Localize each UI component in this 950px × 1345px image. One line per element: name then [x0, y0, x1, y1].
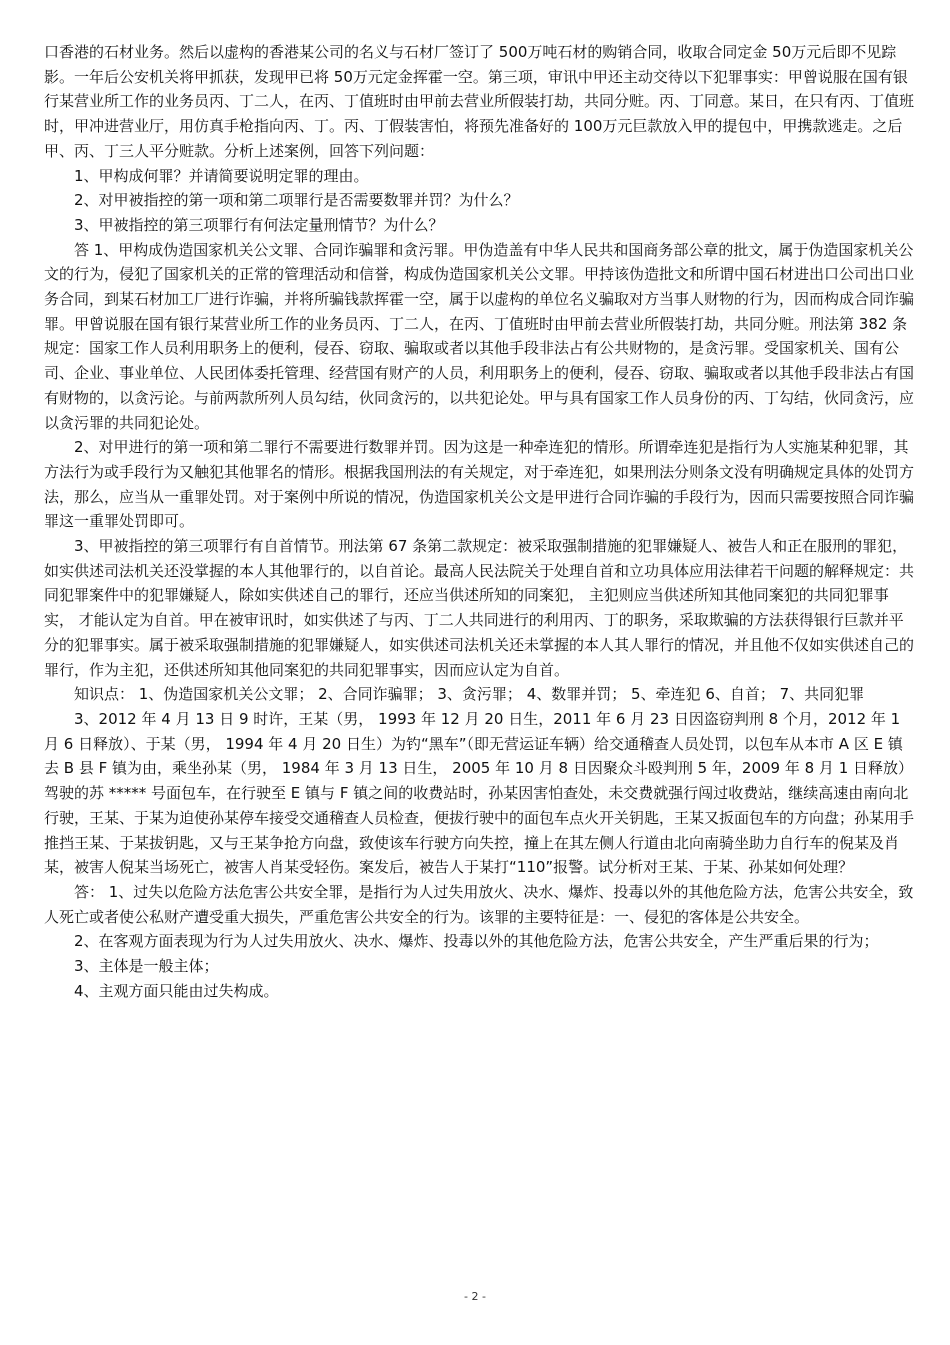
feature-3-paragraph: 3、主体是一般主体；	[74, 957, 219, 976]
answer-2-paragraph: 2、对甲进行的第一项和第二罪行不需要进行数罪并罚。因为这是一种牵连犯的情形。所谓牵连犯是指行为人实施某种犯罪，其方法行为或手段行为又触犯其他罪名的情形。根据我国刑法的有关规定，对于牵连犯，如果刑法分则条文没有明确规定具体的处罚方法，那么，应当从一重罪处罚。对于案例中所说的情况，伪造国家机关公文是甲进行合同诈骗的手段行为，因而只需要按照合同诈骗罪这一重罪处罚即可。	[44, 438, 915, 531]
document-body	[44, 40, 914, 1003]
question-2: 2、对甲被指控的第一项和第二项罪行是否需要数罪并罚？为什么？	[74, 191, 519, 210]
case-3-paragraph: 3、2012 年 4 月 13 日 9 时许，王某（男， 1993 年 12 月 20 日生，2011 年 6 月 23 日因盗窃判刑 8 个月，2012 年 1 月 6 日释放）、于某（男， 1994 年 4 月 20 日生）为钓“黑车”（即无营运证车辆）给交通稽查人员处罚，以包车从本市 A 区 E 镇去 B 县 F 镇为由，乘坐孙某（男， 1984 年 3 月 13 日生， 2005 年 10 月 8 日因聚众斗殴判刑 5 年，2009 年 8 月 1 日释放）驾驶的苏 ***** 号面包车，在行驶至 E 镇与 F 镇之间的收费站时，孙某因害怕查处，未交费就强行闯过收费站，继续高速由南向北行驶，王某、于某为迫使孙某停车接受交通稽查人员检查，便拔行驶中的面包车点火开关钥匙，王某又扳面包车的方向盘；孙某用手推挡王某、于某拔钥匙，又与王某争抢方向盘，致使该车行驶方向失控，撞上在其左侧人行道由北向南骑坐助力自行车的倪某及肖某，被害人倪某当场死亡，被害人肖某受轻伤。案发后，被告人于某打“110”报警。试分析对王某、于某、孙某如何处理？	[44, 709, 915, 877]
case-3-answer-paragraph: 答： 1、过失以危险方法危害公共安全罪，是指行为人过失用放火、决水、爆炸、投毒以外的其他危险方法，危害公共安全，致人死亡或者使公私财产遭受重大损失，严重危害公共安全的行为。该罪的主要特征是：一、侵犯的客体是公共安全。	[44, 882, 914, 926]
page-number: - 2 -	[464, 1290, 486, 1303]
question-1: 1、甲构成何罪？并请简要说明定罪的理由。	[74, 166, 369, 185]
feature-2-paragraph: 2、在客观方面表现为行为人过失用放火、决水、爆炸、投毒以外的其他危险方法，危害公共安全，产生严重后果的行为；	[74, 932, 879, 951]
question-3: 3、甲被指控的第三项罪行有何法定量刑情节？为什么？	[74, 215, 444, 234]
answer-1-paragraph: 答 1、甲构成伪造国家机关公文罪、合同诈骗罪和贪污罪。甲伪造盖有中华人民共和国商务部公章的批文，属于伪造国家机关公文的行为，侵犯了国家机关的正常的管理活动和信誉，构成伪造国家机关公文罪。甲持该伪造批文和所谓中国石材进出口公司出口业务合同，到某石材加工厂进行诈骗，并将所骗钱款挥霍一空，属于以虚构的单位名义骗取对方当事人财物的行为，因而构成合同诈骗罪。甲曾说服在国有银行某营业所工作的业务员丙、丁二人，在丙、丁值班时由甲前去营业所假装打劫，共同分赃。刑法第 382 条规定：国家工作人员利用职务上的便利，侵吞、窃取、骗取或者以其他手段非法占有公共财物的，是贪污罪。受国家机关、国有公司、企业、事业单位、人民团体委托管理、经营国有财产的人员，利用职务上的便利，侵吞、窃取、骗取或者以其他手段非法占有国有财物的，以贪污论。与前两款所列人员勾结，伙同贪污的，以共犯论处。甲与具有国家工作人员身份的丙、丁勾结，伙同贪污，应以贪污罪的共同犯论处。	[44, 240, 915, 432]
feature-4-paragraph: 4、主观方面只能由过失构成。	[74, 981, 279, 1000]
answer-3-paragraph: 3、甲被指控的第三项罪行有自首情节。刑法第 67 条第二款规定：被采取强制措施的犯罪嫌疑人、被告人和正在服刑的罪犯，如实供述司法机关还没掌握的本人其他罪行的，以自首论。最高人民法院关于处理自首和立功具体应用法律若干问题的解释规定：共同犯罪案件中的犯罪嫌疑人，除如实供述自己的罪行，还应当供述所知的同案犯， 主犯则应当供述所知其他同案犯的共同犯罪事实， 才能认定为自首。甲在被审讯时，如实供述了与丙、丁二人共同进行的利用丙、丁的职务，采取欺骗的方法获得银行巨款并平分的犯罪事实。属于被采取强制措施的犯罪嫌疑人，如实供述司法机关还未掌握的本人其人罪行的情况，并且他不仅如实供述自己的罪行，作为主犯，还供述所知其他同案犯的共同犯罪事实，因而应认定为自首。	[44, 537, 915, 679]
case-intro-paragraph: 口香港的石材业务。然后以虚构的香港某公司的名义与石材厂签订了 500万吨石材的购销合同，收取合同定金 50万元后即不见踪影。一年后公安机关将甲抓获，发现甲已将 50万元定金挥霍一空。第三项，审讯中甲还主动交待以下犯罪事实：甲曾说服在国有银行某营业所工作的业务员丙、丁二人，在丙、丁值班时由甲前去营业所假装打劫，共同分赃。丙、丁同意。某日，在只有丙、丁值班时，甲冲进营业厅，用仿真手枪指向丙、丁。丙、丁假装害怕，将预先准备好的 100万元巨款放入甲的提包中，甲携款逃走。之后甲、丙、丁三人平分赃款。分析上述案例，回答下列问题：	[44, 43, 915, 160]
knowledge-points: 知识点： 1、伪造国家机关公文罪； 2、合同诈骗罪； 3、贪污罪； 4、数罪并罚； 5、牵连犯 6、自首； 7、共同犯罪	[74, 685, 865, 704]
